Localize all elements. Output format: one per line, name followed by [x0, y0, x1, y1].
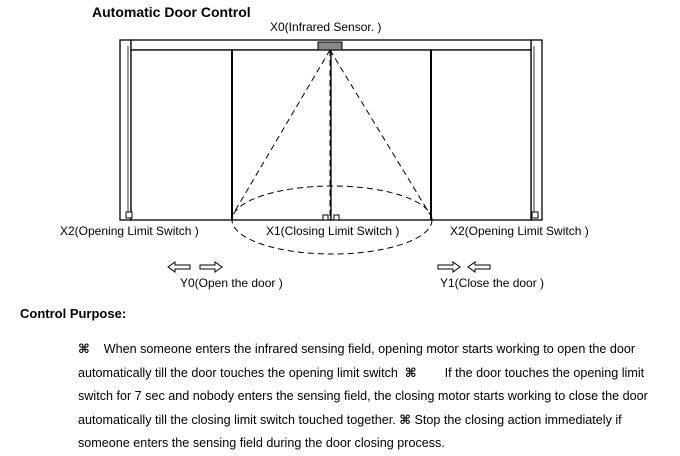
door-panel-left-outer [131, 50, 232, 220]
opening-limit-left-label: X2(Opening Limit Switch ) [60, 224, 199, 238]
bullet-command-icon: ⌘ [399, 412, 411, 427]
right-frame-post [531, 40, 542, 220]
close-door-label: Y1(Close the door ) [440, 276, 545, 290]
open-door-arrows-icon [168, 262, 222, 272]
closing-limit-switch-icon-a [323, 215, 328, 220]
purpose-item-3: Stop the closing action immediately if someone enters the sensing field during the door closing process. [78, 412, 622, 450]
bullet-command-icon: ⌘ [404, 365, 417, 380]
purpose-item-2: If the door touches the opening limit switch for 7 sec and nobody enters the sensing field, the closing motor starts working to close the door automatically till the closing limit switch touched together. [78, 365, 648, 427]
diagram-title: Automatic Door Control [92, 4, 251, 20]
close-door-arrows-icon [438, 262, 490, 272]
control-purpose-heading: Control Purpose: [20, 306, 127, 321]
sensor-label: X0(Infrared Sensor. ) [270, 20, 382, 34]
closing-limit-label: X1(Closing Limit Switch ) [266, 224, 400, 238]
closing-limit-switch-icon-b [334, 215, 339, 220]
door-panel-right-outer [431, 50, 531, 220]
bullet-command-icon: ⌘ [78, 342, 90, 356]
infrared-sensor-icon [318, 42, 342, 50]
door-panel-left-inner [232, 50, 331, 220]
control-purpose-text [78, 338, 663, 456]
purpose-item-1: When someone enters the infrared sensing field, opening motor starts working to open the door automatically till the door touches the opening limit switch [78, 342, 636, 380]
opening-limit-switch-left-icon [126, 212, 132, 218]
opening-limit-switch-right-icon [532, 212, 538, 218]
opening-limit-right-label: X2(Opening Limit Switch ) [450, 224, 589, 238]
left-frame-post [120, 40, 131, 220]
open-door-label: Y0(Open the door ) [180, 276, 283, 290]
